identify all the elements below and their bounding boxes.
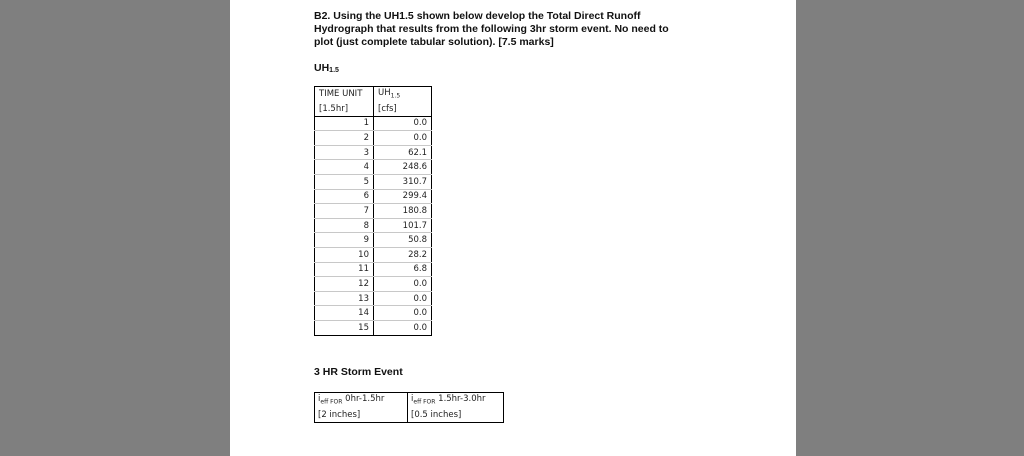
storm-event-table [314,392,504,423]
table-row [315,116,432,131]
uh-value-cell: 28.2 [374,247,432,262]
table-unit-row [315,102,432,117]
table-row [315,233,432,248]
uh-value-cell: 0.0 [374,320,432,335]
table-row [315,320,432,335]
table-row [315,291,432,306]
uh-heading [314,62,339,74]
table-row [315,262,432,277]
time-unit-cell: 8 [315,218,374,233]
uh-heading-main: UH [314,62,330,74]
storm-header-row [315,393,504,408]
question-line-1: B2. Using the UH1.5 shown below develop the Total Direct Runoff [314,10,641,22]
question-line-2: Hydrograph that results from the following 3hr storm event. No need to [314,23,669,35]
uh-value-cell: 0.0 [374,116,432,131]
table-header-row [315,87,432,102]
uh-value-cell: 0.0 [374,277,432,292]
uh-value-cell: 310.7 [374,174,432,189]
time-unit-cell: 6 [315,189,374,204]
time-unit-cell: 14 [315,306,374,321]
time-unit-cell: 7 [315,204,374,219]
time-unit-header: TIME UNIT [315,87,374,102]
uh-header [374,87,432,102]
question-text [314,10,714,49]
uh-value-cell: 62.1 [374,145,432,160]
storm-col1-period: 0hr-1.5hr [345,394,385,405]
time-unit-cell: 4 [315,160,374,175]
uh-value-cell: 0.0 [374,291,432,306]
uh-value-cell: 180.8 [374,204,432,219]
storm-col2-header [408,393,504,408]
storm-col1-sub: eff FOR [320,399,343,407]
time-unit-cell: 11 [315,262,374,277]
table-row [315,131,432,146]
uh-header-main: UH [378,88,391,99]
storm-col2-prefix: i [411,394,414,405]
storm-col2-value: [0.5 inches] [408,408,504,423]
time-unit-cell: 10 [315,247,374,262]
storm-col2-period: 1.5hr-3.0hr [438,394,486,405]
storm-col1-header [315,393,408,408]
time-unit-cell: 9 [315,233,374,248]
uh-value-cell: 50.8 [374,233,432,248]
uh-value-cell: 0.0 [374,306,432,321]
table-row [315,277,432,292]
table-row [315,218,432,233]
storm-col1-value: [2 inches] [315,408,408,423]
time-unit-cell: 5 [315,174,374,189]
unit-hydrograph-table [314,86,432,336]
table-row [315,306,432,321]
time-unit-cell: 3 [315,145,374,160]
time-unit-cell: 2 [315,131,374,146]
storm-value-row [315,408,504,423]
uh-unit-label: [cfs] [374,102,432,117]
table-row [315,160,432,175]
uh-value-cell: 101.7 [374,218,432,233]
time-unit-label: [1.5hr] [315,102,374,117]
time-unit-cell: 12 [315,277,374,292]
uh-value-cell: 299.4 [374,189,432,204]
question-line-3: plot (just complete tabular solution). [7.5 marks] [314,36,554,48]
document-page [230,0,796,456]
uh-value-cell: 248.6 [374,160,432,175]
storm-col2-sub: eff FOR [413,399,436,407]
table-row [315,204,432,219]
uh-value-cell: 6.8 [374,262,432,277]
uh-value-cell: 0.0 [374,131,432,146]
table-row [315,174,432,189]
storm-col1-prefix: i [318,394,321,405]
time-unit-cell: 13 [315,291,374,306]
table-row [315,189,432,204]
time-unit-cell: 1 [315,116,374,131]
uh-heading-sub: 1.5 [329,67,339,74]
table-row [315,247,432,262]
storm-event-heading: 3 HR Storm Event [314,366,403,378]
uh-header-sub: 1.5 [390,93,401,101]
time-unit-cell: 15 [315,320,374,335]
table-row [315,145,432,160]
